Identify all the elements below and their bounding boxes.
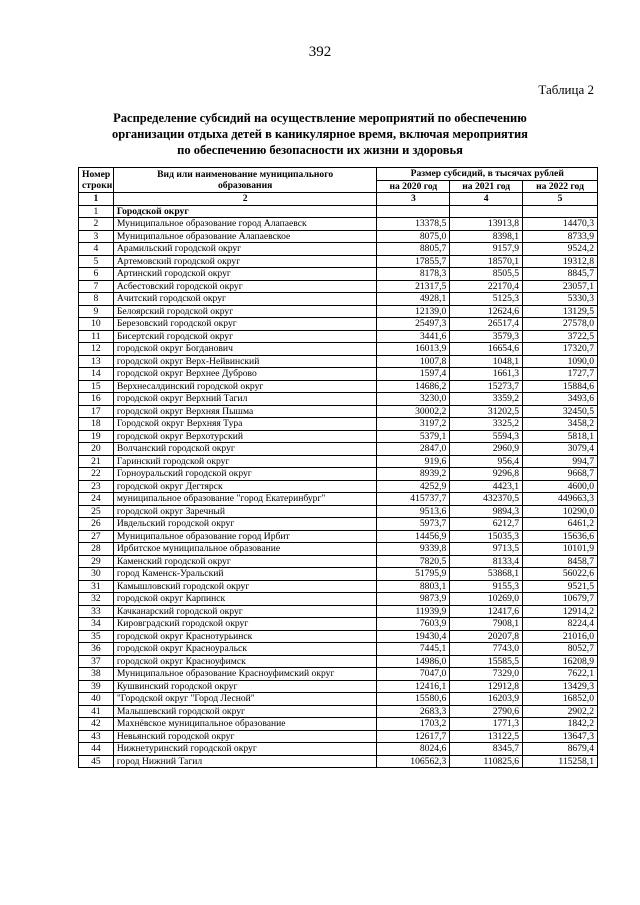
table-row bbox=[79, 593, 598, 606]
table-row bbox=[79, 655, 598, 668]
municipality-name-cell: городской округ Заречный bbox=[113, 505, 377, 518]
municipality-name-cell: Каменский городской округ bbox=[113, 555, 377, 568]
table-row bbox=[79, 643, 598, 656]
header-municipality-line2: образования bbox=[218, 180, 273, 191]
subsidy-2021-cell: 10269,0 bbox=[450, 593, 523, 606]
table-row bbox=[79, 743, 598, 756]
subsidy-2022-cell: 8458,7 bbox=[523, 555, 598, 568]
subsidy-2022-cell: 3493,6 bbox=[523, 393, 598, 406]
municipality-name-cell: городской округ Верхотурский bbox=[113, 430, 377, 443]
table-row bbox=[79, 630, 598, 643]
subsidy-2021-cell: 7743,0 bbox=[450, 643, 523, 656]
title-line: Распределение субсидий на осуществление мероприятий по обеспечению bbox=[113, 111, 527, 125]
subsidy-2021-cell: 13122,5 bbox=[450, 730, 523, 743]
subsidy-2022-cell: 19312,8 bbox=[523, 255, 598, 268]
subsidy-2020-cell: 14986,0 bbox=[377, 655, 450, 668]
row-number-cell: 23 bbox=[79, 480, 114, 493]
table-row bbox=[79, 580, 598, 593]
subsidy-2020-cell: 8178,3 bbox=[377, 268, 450, 281]
subsidy-2020-cell: 15580,6 bbox=[377, 693, 450, 706]
table-row bbox=[79, 530, 598, 543]
row-number-cell: 29 bbox=[79, 555, 114, 568]
municipality-name-cell: "Городской округ "Город Лесной" bbox=[113, 693, 377, 706]
municipality-name-cell: Кушвинский городской округ bbox=[113, 680, 377, 693]
subsidy-2022-cell: 1090,0 bbox=[523, 355, 598, 368]
subsidy-2022-cell: 56022,6 bbox=[523, 568, 598, 581]
subsidy-2022-cell: 15636,6 bbox=[523, 530, 598, 543]
row-number-cell: 31 bbox=[79, 580, 114, 593]
subsidy-2021-cell: 7908,1 bbox=[450, 618, 523, 631]
header-amount: Размер субсидий, в тысячах рублей bbox=[377, 168, 598, 181]
subsidy-2022-cell: 10679,7 bbox=[523, 593, 598, 606]
row-number-cell: 5 bbox=[79, 255, 114, 268]
row-number-cell: 45 bbox=[79, 755, 114, 768]
subsidy-2020-cell: 30002,2 bbox=[377, 405, 450, 418]
row-number-cell: 40 bbox=[79, 693, 114, 706]
row-number-cell: 39 bbox=[79, 680, 114, 693]
subsidy-2022-cell: 449663,3 bbox=[523, 493, 598, 506]
table-row bbox=[79, 393, 598, 406]
table-row bbox=[79, 293, 598, 306]
table-row bbox=[79, 405, 598, 418]
subsidy-2021-cell: 956,4 bbox=[450, 455, 523, 468]
table-row bbox=[79, 480, 598, 493]
table-row bbox=[79, 330, 598, 343]
subsidy-2022-cell: 9521,5 bbox=[523, 580, 598, 593]
subsidy-2021-cell bbox=[450, 205, 523, 218]
subsidy-2021-cell: 5125,3 bbox=[450, 293, 523, 306]
row-number-cell: 22 bbox=[79, 468, 114, 481]
municipality-name-cell: городской округ Красноуфимск bbox=[113, 655, 377, 668]
subsidy-2022-cell: 27578,0 bbox=[523, 318, 598, 331]
row-number-cell: 10 bbox=[79, 318, 114, 331]
subsidy-2020-cell: 8805,7 bbox=[377, 243, 450, 256]
table-row bbox=[79, 230, 598, 243]
subsidy-2022-cell: 8679,4 bbox=[523, 743, 598, 756]
table-row bbox=[79, 718, 598, 731]
subsidy-2022-cell: 3458,2 bbox=[523, 418, 598, 431]
header-year-2021: на 2021 год bbox=[450, 180, 523, 193]
column-index: 5 bbox=[523, 193, 598, 206]
row-number-cell: 34 bbox=[79, 618, 114, 631]
subsidy-2020-cell: 14456,9 bbox=[377, 530, 450, 543]
table-row bbox=[79, 505, 598, 518]
subsidy-2020-cell: 12139,0 bbox=[377, 305, 450, 318]
row-number-cell: 32 bbox=[79, 593, 114, 606]
subsidy-2022-cell: 3079,4 bbox=[523, 443, 598, 456]
table-row bbox=[79, 218, 598, 231]
subsidy-2020-cell: 9513,6 bbox=[377, 505, 450, 518]
municipality-name-cell: Качканарский городской округ bbox=[113, 605, 377, 618]
subsidy-2022-cell: 7622,1 bbox=[523, 668, 598, 681]
subsidy-2021-cell: 9155,3 bbox=[450, 580, 523, 593]
row-number-cell: 17 bbox=[79, 405, 114, 418]
subsidy-2020-cell: 12416,1 bbox=[377, 680, 450, 693]
subsidy-2022-cell: 8052,7 bbox=[523, 643, 598, 656]
subsidy-2021-cell: 12912,8 bbox=[450, 680, 523, 693]
municipality-name-cell: муниципальное образование "город Екатеринбург" bbox=[113, 493, 377, 506]
row-number-cell: 28 bbox=[79, 543, 114, 556]
subsidy-2021-cell: 7329,0 bbox=[450, 668, 523, 681]
table-row bbox=[79, 705, 598, 718]
subsidy-2021-cell: 9157,9 bbox=[450, 243, 523, 256]
subsidy-2021-cell: 18570,1 bbox=[450, 255, 523, 268]
table-row bbox=[79, 318, 598, 331]
row-number-cell: 41 bbox=[79, 705, 114, 718]
municipality-name-cell: Ирбитское муниципальное образование bbox=[113, 543, 377, 556]
subsidy-2020-cell: 12617,7 bbox=[377, 730, 450, 743]
subsidy-2020-cell: 5379,1 bbox=[377, 430, 450, 443]
row-number-cell: 21 bbox=[79, 455, 114, 468]
subsidy-2022-cell: 15884,6 bbox=[523, 380, 598, 393]
subsidy-2022-cell: 4600,0 bbox=[523, 480, 598, 493]
table-row bbox=[79, 343, 598, 356]
table-row bbox=[79, 568, 598, 581]
subsidy-2022-cell: 5330,3 bbox=[523, 293, 598, 306]
table-row bbox=[79, 305, 598, 318]
municipality-name-cell: городской округ Дегтярск bbox=[113, 480, 377, 493]
municipality-name-cell: Бисертский городской округ bbox=[113, 330, 377, 343]
municipality-name-cell: городской округ Верхняя Пышма bbox=[113, 405, 377, 418]
table-row bbox=[79, 355, 598, 368]
title-line: по обеспечению безопасности их жизни и здоровья bbox=[177, 143, 463, 157]
subsidy-2022-cell: 12914,2 bbox=[523, 605, 598, 618]
subsidy-2021-cell: 3325,2 bbox=[450, 418, 523, 431]
subsidy-2020-cell: 13378,5 bbox=[377, 218, 450, 231]
subsidy-2022-cell: 6461,2 bbox=[523, 518, 598, 531]
subsidy-2022-cell: 9524,2 bbox=[523, 243, 598, 256]
table-row bbox=[79, 555, 598, 568]
subsidy-2020-cell: 21317,5 bbox=[377, 280, 450, 293]
row-number-cell: 15 bbox=[79, 380, 114, 393]
row-number-cell: 16 bbox=[79, 393, 114, 406]
subsidy-2021-cell: 12624,6 bbox=[450, 305, 523, 318]
row-number-cell: 3 bbox=[79, 230, 114, 243]
subsidy-2021-cell: 1661,3 bbox=[450, 368, 523, 381]
subsidy-2021-cell: 15035,3 bbox=[450, 530, 523, 543]
subsidy-2020-cell: 19430,4 bbox=[377, 630, 450, 643]
subsidy-2021-cell: 6212,7 bbox=[450, 518, 523, 531]
subsidy-2020-cell: 9873,9 bbox=[377, 593, 450, 606]
subsidy-2022-cell: 13129,5 bbox=[523, 305, 598, 318]
table-row bbox=[79, 618, 598, 631]
subsidy-2020-cell: 51795,9 bbox=[377, 568, 450, 581]
row-number-cell: 4 bbox=[79, 243, 114, 256]
column-index: 2 bbox=[113, 193, 377, 206]
municipality-name-cell: Березовский городской округ bbox=[113, 318, 377, 331]
subsidy-2021-cell: 110825,6 bbox=[450, 755, 523, 768]
table-row bbox=[79, 493, 598, 506]
subsidy-2022-cell: 1727,7 bbox=[523, 368, 598, 381]
subsidy-2020-cell bbox=[377, 205, 450, 218]
row-number-cell: 26 bbox=[79, 518, 114, 531]
table-row bbox=[79, 380, 598, 393]
row-number-cell: 43 bbox=[79, 730, 114, 743]
row-number-cell: 24 bbox=[79, 493, 114, 506]
column-index: 4 bbox=[450, 193, 523, 206]
subsidy-2021-cell: 9894,3 bbox=[450, 505, 523, 518]
row-number-cell: 14 bbox=[79, 368, 114, 381]
municipality-name-cell: Кировградский городской округ bbox=[113, 618, 377, 631]
header-municipality-line1: Вид или наименование муниципального bbox=[157, 168, 334, 180]
subsidy-2020-cell: 3230,0 bbox=[377, 393, 450, 406]
municipality-name-cell: Муниципальное образование город Алапаевск bbox=[113, 218, 377, 231]
municipality-name-cell: Арамильский городской округ bbox=[113, 243, 377, 256]
municipality-name-cell: городской округ Верх-Нейвинский bbox=[113, 355, 377, 368]
subsidy-2021-cell: 20207,8 bbox=[450, 630, 523, 643]
table-row bbox=[79, 668, 598, 681]
page-number: 392 bbox=[308, 44, 332, 60]
subsidy-2021-cell: 8505,5 bbox=[450, 268, 523, 281]
table-row bbox=[79, 518, 598, 531]
table-row bbox=[79, 243, 598, 256]
table-row bbox=[79, 693, 598, 706]
subsidy-2020-cell: 7603,9 bbox=[377, 618, 450, 631]
row-number-cell: 12 bbox=[79, 343, 114, 356]
subsidy-2022-cell: 5818,1 bbox=[523, 430, 598, 443]
row-number-cell: 37 bbox=[79, 655, 114, 668]
municipality-name-cell: Нижнетуринский городской округ bbox=[113, 743, 377, 756]
table-row bbox=[79, 755, 598, 768]
municipality-name-cell: городской округ Красноуральск bbox=[113, 643, 377, 656]
municipality-name-cell: Невьянский городской округ bbox=[113, 730, 377, 743]
row-number-cell: 2 bbox=[79, 218, 114, 231]
row-number-cell: 1 bbox=[79, 205, 114, 218]
table-row bbox=[79, 268, 598, 281]
municipality-name-cell: Камышловский городской округ bbox=[113, 580, 377, 593]
subsidy-2021-cell: 26517,4 bbox=[450, 318, 523, 331]
subsidy-2020-cell: 14686,2 bbox=[377, 380, 450, 393]
row-number-cell: 33 bbox=[79, 605, 114, 618]
table-row bbox=[79, 605, 598, 618]
subsidy-2022-cell: 13429,3 bbox=[523, 680, 598, 693]
subsidy-2022-cell: 10290,0 bbox=[523, 505, 598, 518]
subsidy-table bbox=[78, 167, 598, 768]
municipality-name-cell: городской округ Верхнее Дуброво bbox=[113, 368, 377, 381]
subsidy-2020-cell: 5973,7 bbox=[377, 518, 450, 531]
subsidy-2020-cell: 4928,1 bbox=[377, 293, 450, 306]
municipality-name-cell: Верхнесалдинский городской округ bbox=[113, 380, 377, 393]
subsidy-2020-cell: 8075,0 bbox=[377, 230, 450, 243]
row-number-cell: 8 bbox=[79, 293, 114, 306]
subsidy-2020-cell: 7445,1 bbox=[377, 643, 450, 656]
title-line: организации отдыха детей в каникулярное время, включая мероприятия bbox=[112, 127, 528, 141]
header-municipality bbox=[113, 168, 377, 193]
subsidy-2022-cell: 8224,4 bbox=[523, 618, 598, 631]
subsidy-2021-cell: 31202,5 bbox=[450, 405, 523, 418]
header-year-2022: на 2022 год bbox=[523, 180, 598, 193]
subsidy-2022-cell: 9668,7 bbox=[523, 468, 598, 481]
municipality-name-cell: город Нижний Тагил bbox=[113, 755, 377, 768]
subsidy-2021-cell: 3359,2 bbox=[450, 393, 523, 406]
subsidy-2022-cell bbox=[523, 205, 598, 218]
subsidy-2020-cell: 106562,3 bbox=[377, 755, 450, 768]
subsidy-2021-cell: 8133,4 bbox=[450, 555, 523, 568]
subsidy-2022-cell: 2902,2 bbox=[523, 705, 598, 718]
municipality-name-cell: городской округ Верхний Тагил bbox=[113, 393, 377, 406]
subsidy-2021-cell: 16203,9 bbox=[450, 693, 523, 706]
table-row bbox=[79, 205, 598, 218]
subsidy-2020-cell: 1597,4 bbox=[377, 368, 450, 381]
subsidy-2020-cell: 2683,3 bbox=[377, 705, 450, 718]
header-year-2020: на 2020 год bbox=[377, 180, 450, 193]
municipality-name-cell: Городской округ bbox=[113, 205, 377, 218]
row-number-cell: 42 bbox=[79, 718, 114, 731]
subsidy-2022-cell: 10101,9 bbox=[523, 543, 598, 556]
municipality-name-cell: городской округ Краснотурьинск bbox=[113, 630, 377, 643]
row-number-cell: 11 bbox=[79, 330, 114, 343]
subsidy-2022-cell: 115258,1 bbox=[523, 755, 598, 768]
subsidy-2020-cell: 1703,2 bbox=[377, 718, 450, 731]
municipality-name-cell: Волчанский городской округ bbox=[113, 443, 377, 456]
row-number-cell: 19 bbox=[79, 430, 114, 443]
subsidy-2022-cell: 8845,7 bbox=[523, 268, 598, 281]
subsidy-2021-cell: 15273,7 bbox=[450, 380, 523, 393]
municipality-name-cell: Муниципальное образование город Ирбит bbox=[113, 530, 377, 543]
subsidy-2022-cell: 13647,3 bbox=[523, 730, 598, 743]
subsidy-2020-cell: 3197,2 bbox=[377, 418, 450, 431]
table-row bbox=[79, 455, 598, 468]
municipality-name-cell: Городской округ Верхняя Тура bbox=[113, 418, 377, 431]
subsidy-2020-cell: 17855,7 bbox=[377, 255, 450, 268]
subsidy-2021-cell: 1771,3 bbox=[450, 718, 523, 731]
subsidy-2020-cell: 16013,9 bbox=[377, 343, 450, 356]
row-number-cell: 20 bbox=[79, 443, 114, 456]
subsidy-2020-cell: 415737,7 bbox=[377, 493, 450, 506]
subsidy-2021-cell: 4423,1 bbox=[450, 480, 523, 493]
subsidy-2021-cell: 5594,3 bbox=[450, 430, 523, 443]
municipality-name-cell: город Каменск-Уральский bbox=[113, 568, 377, 581]
subsidy-2022-cell: 23057,1 bbox=[523, 280, 598, 293]
subsidy-2022-cell: 1842,2 bbox=[523, 718, 598, 731]
municipality-name-cell: городской округ Богданович bbox=[113, 343, 377, 356]
subsidy-2020-cell: 7820,5 bbox=[377, 555, 450, 568]
subsidy-2022-cell: 8733,9 bbox=[523, 230, 598, 243]
table-body bbox=[79, 205, 598, 768]
municipality-name-cell: Махнёвское муниципальное образование bbox=[113, 718, 377, 731]
subsidy-2022-cell: 14470,3 bbox=[523, 218, 598, 231]
row-number-cell: 13 bbox=[79, 355, 114, 368]
municipality-name-cell: Гаринский городской округ bbox=[113, 455, 377, 468]
subsidy-2021-cell: 2960,9 bbox=[450, 443, 523, 456]
row-number-cell: 36 bbox=[79, 643, 114, 656]
subsidy-2021-cell: 8345,7 bbox=[450, 743, 523, 756]
row-number-cell: 18 bbox=[79, 418, 114, 431]
municipality-name-cell: Ивдельский городской округ bbox=[113, 518, 377, 531]
municipality-name-cell: городской округ Карпинск bbox=[113, 593, 377, 606]
subsidy-2020-cell: 25497,3 bbox=[377, 318, 450, 331]
subsidy-2022-cell: 17320,7 bbox=[523, 343, 598, 356]
subsidy-2022-cell: 994,7 bbox=[523, 455, 598, 468]
subsidy-2021-cell: 15585,5 bbox=[450, 655, 523, 668]
subsidy-2021-cell: 16654,6 bbox=[450, 343, 523, 356]
table-row bbox=[79, 680, 598, 693]
subsidy-2020-cell: 1007,8 bbox=[377, 355, 450, 368]
row-number-cell: 35 bbox=[79, 630, 114, 643]
table-row bbox=[79, 418, 598, 431]
row-number-cell: 6 bbox=[79, 268, 114, 281]
subsidy-2021-cell: 8398,1 bbox=[450, 230, 523, 243]
subsidy-2020-cell: 8024,6 bbox=[377, 743, 450, 756]
subsidy-2022-cell: 21016,0 bbox=[523, 630, 598, 643]
subsidy-2021-cell: 3579,3 bbox=[450, 330, 523, 343]
subsidy-2021-cell: 9296,8 bbox=[450, 468, 523, 481]
table-row bbox=[79, 730, 598, 743]
row-number-cell: 9 bbox=[79, 305, 114, 318]
subsidy-2021-cell: 432370,5 bbox=[450, 493, 523, 506]
subsidy-2022-cell: 16852,0 bbox=[523, 693, 598, 706]
subsidy-2020-cell: 2847,0 bbox=[377, 443, 450, 456]
table-row bbox=[79, 430, 598, 443]
row-number-cell: 30 bbox=[79, 568, 114, 581]
header-row-number-line1: Номер bbox=[82, 168, 111, 180]
subsidy-2021-cell: 13913,8 bbox=[450, 218, 523, 231]
table-label: Таблица 2 bbox=[538, 82, 594, 97]
header-row-number-line2: строки bbox=[82, 180, 113, 191]
table-row bbox=[79, 468, 598, 481]
table-row bbox=[79, 368, 598, 381]
subsidy-2020-cell: 7047,0 bbox=[377, 668, 450, 681]
subsidy-2020-cell: 11939,9 bbox=[377, 605, 450, 618]
subsidy-2020-cell: 8939,2 bbox=[377, 468, 450, 481]
subsidy-2021-cell: 2790,6 bbox=[450, 705, 523, 718]
table-row bbox=[79, 443, 598, 456]
subsidy-2022-cell: 16208,9 bbox=[523, 655, 598, 668]
column-index: 1 bbox=[79, 193, 114, 206]
header-row-number bbox=[79, 168, 114, 193]
municipality-name-cell: Ачитский городской округ bbox=[113, 293, 377, 306]
table-row bbox=[79, 543, 598, 556]
municipality-name-cell: Асбестовский городской округ bbox=[113, 280, 377, 293]
municipality-name-cell: Муниципальное образование Алапаевское bbox=[113, 230, 377, 243]
subsidy-2020-cell: 4252,9 bbox=[377, 480, 450, 493]
subsidy-2021-cell: 22170,4 bbox=[450, 280, 523, 293]
subsidy-2020-cell: 3441,6 bbox=[377, 330, 450, 343]
subsidy-2022-cell: 3722,5 bbox=[523, 330, 598, 343]
municipality-name-cell: Белоярский городской округ bbox=[113, 305, 377, 318]
subsidy-2021-cell: 1048,1 bbox=[450, 355, 523, 368]
subsidy-2020-cell: 8803,1 bbox=[377, 580, 450, 593]
municipality-name-cell: Артинский городской округ bbox=[113, 268, 377, 281]
row-number-cell: 7 bbox=[79, 280, 114, 293]
row-number-cell: 25 bbox=[79, 505, 114, 518]
subsidy-2020-cell: 919,6 bbox=[377, 455, 450, 468]
row-number-cell: 38 bbox=[79, 668, 114, 681]
subsidy-2021-cell: 53868,1 bbox=[450, 568, 523, 581]
column-index: 3 bbox=[377, 193, 450, 206]
table-row bbox=[79, 280, 598, 293]
row-number-cell: 44 bbox=[79, 743, 114, 756]
subsidy-2021-cell: 12417,6 bbox=[450, 605, 523, 618]
document-title bbox=[80, 110, 560, 158]
municipality-name-cell: Малышевский городской округ bbox=[113, 705, 377, 718]
municipality-name-cell: Артемовский городской округ bbox=[113, 255, 377, 268]
row-number-cell: 27 bbox=[79, 530, 114, 543]
subsidy-2020-cell: 9339,8 bbox=[377, 543, 450, 556]
table-row bbox=[79, 255, 598, 268]
municipality-name-cell: Горноуральский городской округ bbox=[113, 468, 377, 481]
subsidy-2022-cell: 32450,5 bbox=[523, 405, 598, 418]
subsidy-2021-cell: 9713,5 bbox=[450, 543, 523, 556]
municipality-name-cell: Муниципальное образование Красноуфимский округ bbox=[113, 668, 377, 681]
